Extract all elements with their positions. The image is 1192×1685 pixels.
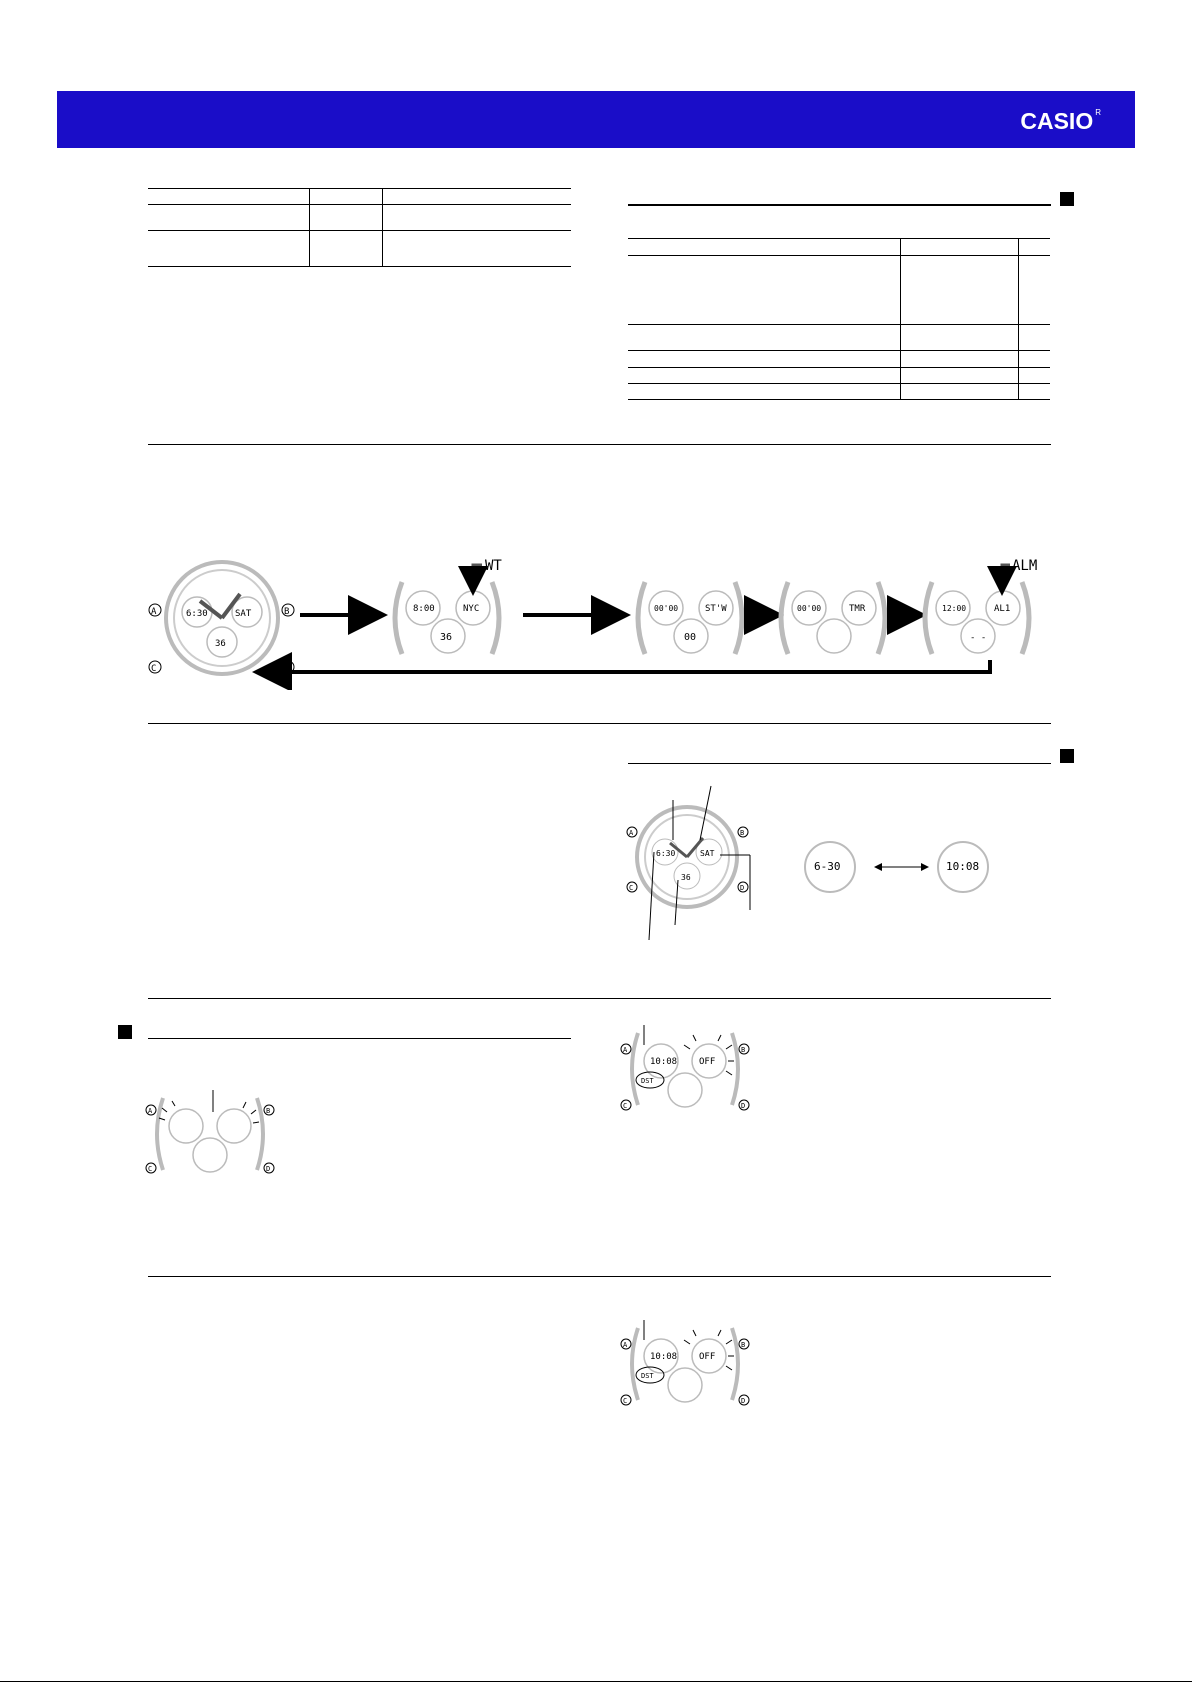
section-divider [148,1276,1051,1277]
svg-text:OFF: OFF [699,1352,716,1362]
svg-text:B: B [266,1107,271,1115]
section-rule-display [628,763,1051,764]
svg-text:D: D [741,1397,746,1405]
svg-text:00'00: 00'00 [797,604,822,613]
alarm-display-icon [925,558,1037,654]
section-divider [148,444,1051,445]
display-toggle-figure [620,780,1060,960]
section-marker-square [1060,749,1074,763]
button-b-label: B [284,607,290,617]
svg-text:10:08: 10:08 [650,1352,678,1362]
dst-figure-1 [620,1025,750,1115]
tk-seconds: 36 [215,639,226,649]
svg-text:D: D [266,1165,271,1173]
svg-text:TMR: TMR [849,604,866,614]
svg-text:C: C [623,1397,628,1405]
svg-text:6:30: 6:30 [656,849,676,858]
svg-text:- -: - - [970,633,987,643]
dst-figure-2 [620,1320,750,1410]
page-bottom-rule [0,1681,1192,1682]
world-time-display-icon [395,558,502,654]
section-marker-square [1060,192,1074,206]
setting-figure-left [145,1090,275,1180]
svg-text:B: B [741,1046,746,1054]
return-arrow [260,660,990,672]
header-bar [57,91,1135,148]
svg-text:OFF: OFF [699,1057,716,1067]
svg-text:B: B [740,829,745,837]
svg-text:00'00: 00'00 [654,604,679,613]
svg-text:D: D [740,884,745,892]
section-rule-left [148,1038,571,1039]
svg-text:10:08: 10:08 [650,1057,678,1067]
timekeeping-watch-icon [149,562,294,674]
svg-text:12:00: 12:00 [942,604,967,613]
svg-text:B: B [741,1341,746,1349]
svg-text:A: A [629,829,634,837]
svg-text:A: A [623,1341,628,1349]
registered-mark: R [1095,108,1101,117]
mode-cycle-diagram [140,550,1060,690]
world-time-label: WT [485,558,502,574]
tk-day: SAT [235,609,252,619]
svg-text:36: 36 [440,632,453,643]
dst-badge: DST [641,1372,654,1380]
svg-text:A: A [148,1107,153,1115]
section-rule-upper-right [628,204,1051,206]
section-divider [148,723,1051,724]
svg-text:A: A [623,1046,628,1054]
stopwatch-display-icon [638,582,742,654]
svg-text:8:00: 8:00 [413,604,435,614]
brand-logo: CASIO $^R$ [1020,108,1101,134]
svg-text:C: C [629,884,634,892]
date-display: 6-30 [814,860,841,873]
svg-text:C: C [623,1102,628,1110]
time-display: 10:08 [946,860,980,873]
section-marker-square [118,1025,132,1039]
alarm-label: ALM [1012,558,1038,574]
dst-badge: DST [641,1077,654,1085]
svg-text:AL1: AL1 [994,604,1011,614]
svg-text:00: 00 [684,632,697,643]
svg-text:ST'W: ST'W [705,604,727,614]
button-c-label: C [151,664,157,674]
svg-text:36: 36 [681,873,691,882]
svg-text:SAT: SAT [700,849,715,858]
tk-time: 6:30 [186,609,208,619]
section-divider [148,998,1051,999]
timer-display-icon [781,582,885,654]
button-a-label: A [151,607,157,617]
button-d-label: D [284,664,290,674]
svg-text:C: C [148,1165,153,1173]
svg-text:NYC: NYC [463,604,480,614]
svg-text:D: D [741,1102,746,1110]
